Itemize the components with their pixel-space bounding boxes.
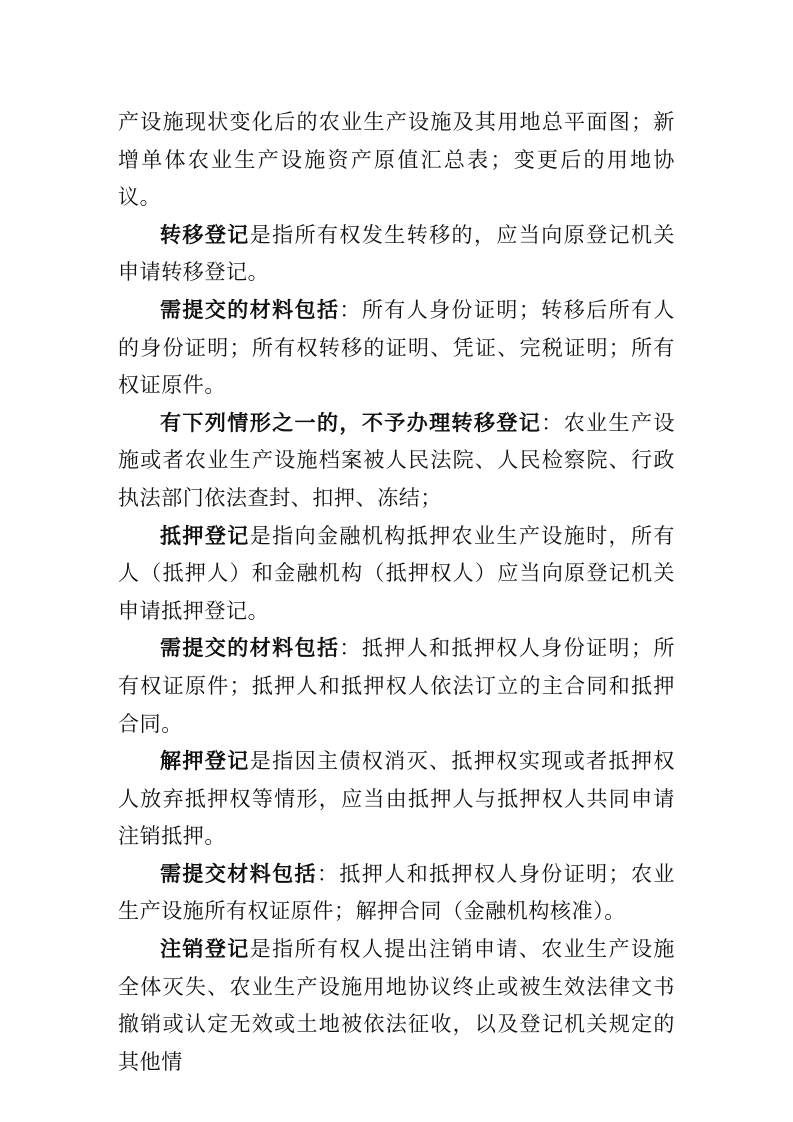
paragraph-8 (118, 856, 675, 931)
paragraph-3 (118, 292, 675, 405)
paragraph-4 (118, 405, 675, 518)
paragraph-text: 产设施现状变化后的农业生产设施及其用地总平面图；新增单体农业生产设施资产原值汇总表；变更后的用地协议。 (118, 110, 675, 210)
paragraph-text: ：抵押人和抵押权人身份证明；所有权证原件；抵押人和抵押权人依法订立的主合同和抵押合同。 (118, 636, 675, 736)
paragraph-1 (118, 104, 675, 217)
paragraph-text: 是指所有权人提出注销申请、农业生产设施全体灭失、农业生产设施用地协议终止或被生效法律文书撤销或认定无效或土地被依法征收，以及登记机关规定的其他情 (118, 937, 675, 1074)
paragraph-5 (118, 518, 675, 631)
paragraph-text: ：所有人身份证明；转移后所有人的身份证明；所有权转移的证明、凭证、完税证明；所有权证原件。 (118, 297, 675, 398)
paragraph-lead: 抵押登记 (160, 523, 250, 548)
paragraph-text: 是指所有权发生转移的，应当向原登记机关申请转移登记。 (118, 222, 675, 285)
paragraph-text: 是指因主债权消灭、抵押权实现或者抵押权人放弃抵押权等情形，应当由抵押人与抵押权人共同申请注销抵押。 (118, 749, 675, 849)
paragraph-text: 是指向金融机构抵押农业生产设施时，所有人（抵押人）和金融机构（抵押权人）应当向原登记机关申请抵押登记。 (118, 523, 675, 623)
paragraph-lead: 注销登记 (160, 937, 250, 962)
paragraph-lead: 需提交材料包括 (160, 861, 317, 886)
paragraph-lead: 转移登记 (160, 222, 250, 247)
paragraph-lead: 有下列情形之一的，不予办理转移登记 (160, 410, 542, 435)
paragraph-lead: 需提交的材料包括 (160, 636, 340, 661)
paragraph-6 (118, 630, 675, 743)
paragraph-2 (118, 217, 675, 292)
paragraph-text: ：农业生产设施或者农业生产设施档案被人民法院、人民检察院、行政执法部门依法查封、扣押、冻结； (118, 410, 675, 510)
paragraph-7 (118, 743, 675, 856)
paragraph-lead: 需提交的材料包括 (160, 297, 340, 322)
paragraph-lead: 解押登记 (160, 749, 250, 774)
paragraph-text: ：抵押人和抵押权人身份证明；农业生产设施所有权证原件；解押合同（金融机构核准）。 (118, 861, 675, 924)
paragraph-9 (118, 931, 675, 1081)
